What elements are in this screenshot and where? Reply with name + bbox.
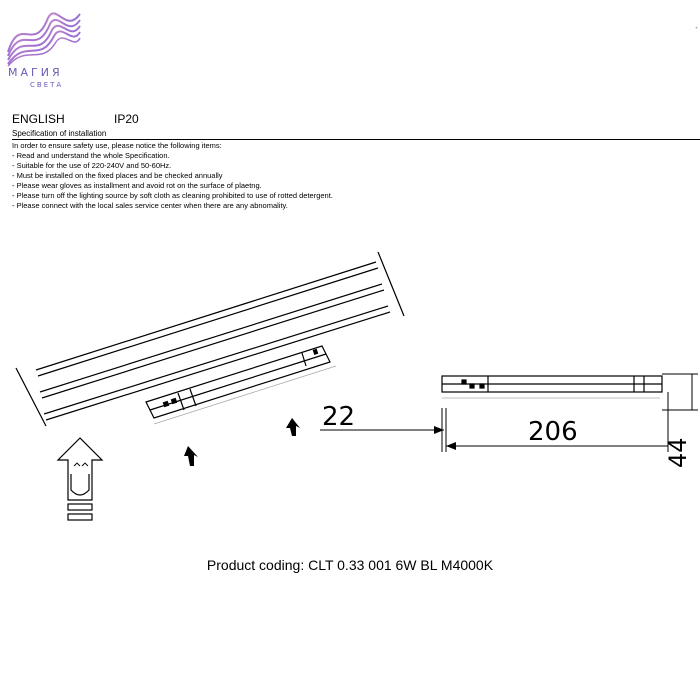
arrow-up-icon xyxy=(286,418,300,436)
header-divider xyxy=(12,139,700,140)
dimension-lines xyxy=(320,374,698,452)
arrow-up-icon xyxy=(184,446,198,466)
brand-tagline: СВЕТА xyxy=(30,81,64,89)
spec-item: - Must be installed on the fixed places and be checked annually xyxy=(12,171,223,180)
angled-luminaire xyxy=(146,346,336,424)
dimension-height: 44 xyxy=(664,437,692,468)
language-label: ENGLISH xyxy=(12,112,65,126)
corner-mark: ` xyxy=(695,26,698,36)
ip-rating: IP20 xyxy=(114,112,139,126)
product-coding: Product coding: CLT 0.33 001 6W BL M4000K xyxy=(206,557,494,573)
arrow-left-icon xyxy=(446,442,456,450)
spec-item: - Please connect with the local sales service center when there are any abnomality. xyxy=(12,201,288,210)
dimension-offset: 22 xyxy=(322,402,356,432)
spec-list xyxy=(12,141,333,211)
spec-item: - Please wear gloves as installment and avoid rot on the surface of plaetng. xyxy=(12,181,262,190)
spec-item: - Suitable for the use of 220-240V and 50-60Hz. xyxy=(12,161,172,170)
brand-name: МАГИЯ xyxy=(8,66,63,79)
spec-item: - Please turn off the lighting source by soft cloth as cleaning prohibited to use of rotted detergent. xyxy=(12,191,333,200)
spec-title: Specification of installation xyxy=(12,129,107,138)
spec-item: - Read and understand the whole Specification. xyxy=(12,151,170,160)
side-luminaire xyxy=(442,376,662,398)
dimension-length: 206 xyxy=(528,417,578,447)
installation-drawing xyxy=(0,230,700,550)
magnet-icon xyxy=(58,438,102,520)
spec-item: In order to ensure safety use, please notice the following items: xyxy=(12,141,222,150)
